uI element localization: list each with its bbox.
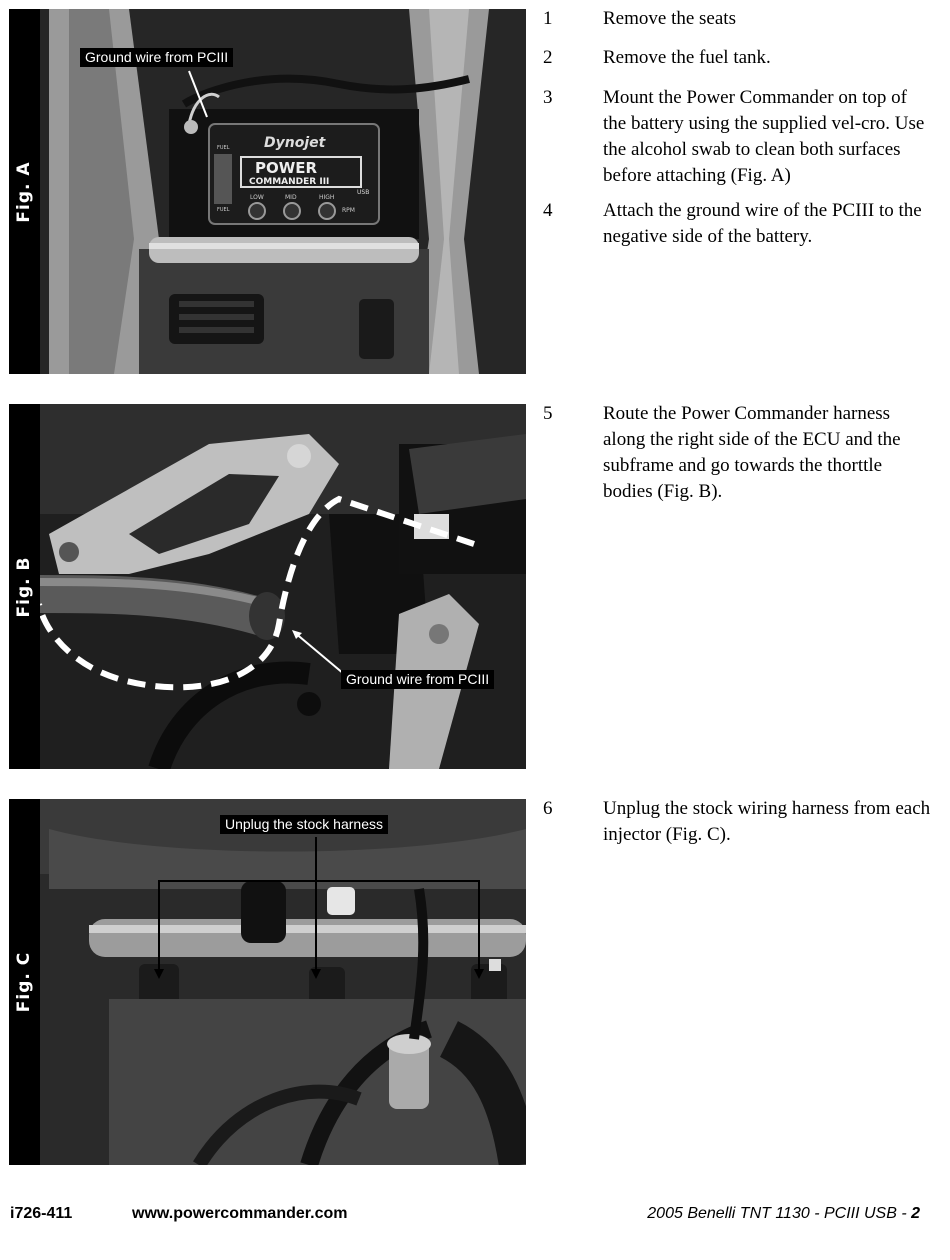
knob-mid-label: MID [285,194,297,201]
figure-b [9,404,526,769]
step-number: 6 [543,798,553,819]
figure-c [9,799,526,1165]
step-number: 3 [543,87,553,108]
knob-low-label: LOW [250,194,264,201]
footer-website[interactable]: www.powercommander.com [132,1205,348,1222]
device-fuel-bottom: FUEL [217,207,230,213]
footer-model-text: 2005 Benelli TNT 1130 - PCIII USB - [647,1205,912,1222]
figure-c-photo [9,799,526,1165]
figure-c-label: Fig. C [14,951,34,1013]
step-number: 2 [543,47,553,68]
device-name-line1: POWER [255,159,318,177]
step-text: Remove the fuel tank. [603,47,771,68]
device-fuel-top: FUEL [217,145,230,151]
step-number: 1 [543,8,553,29]
step-text: Route the Power Commander harness along the right side of the ECU and the subframe and go towards the thorttle bodies (Fig. B). [603,403,901,502]
knob-rpm-label: RPM [342,207,355,214]
figure-b-label: Fig. B [14,556,34,617]
step-text: Remove the seats [603,8,736,29]
figure-a [9,9,526,374]
figure-a-tab [9,9,40,374]
step-number: 5 [543,403,553,424]
knob-high-label: HIGH [319,194,335,201]
footer-part-number: i726-411 [10,1205,73,1222]
figure-a-label: Fig. A [14,160,34,223]
figure-b-tab [9,404,40,769]
step-number: 4 [543,200,553,221]
figure-c-callout: Unplug the stock harness [220,815,388,834]
device-usb: USB [357,189,370,196]
step-text: Mount the Power Commander on top of the battery using the supplied vel-cro. Use the alcohol swab to clean both surfaces before attaching (Fig. A) [603,87,925,186]
device-brand: Dynojet [264,135,326,151]
footer-page-number: 2 [911,1205,920,1222]
figure-b-callout: Ground wire from PCIII [341,670,494,689]
footer-model [647,1205,920,1223]
figure-a-callout: Ground wire from PCIII [80,48,233,67]
figure-c-tab [9,799,40,1165]
step-text: Unplug the stock wiring harness from each injector (Fig. C). [603,798,931,845]
step-text: Attach the ground wire of the PCIII to the negative side of the battery. [603,200,922,247]
device-name-line2: COMMANDER III [249,177,330,187]
figure-b-photo [9,404,526,769]
